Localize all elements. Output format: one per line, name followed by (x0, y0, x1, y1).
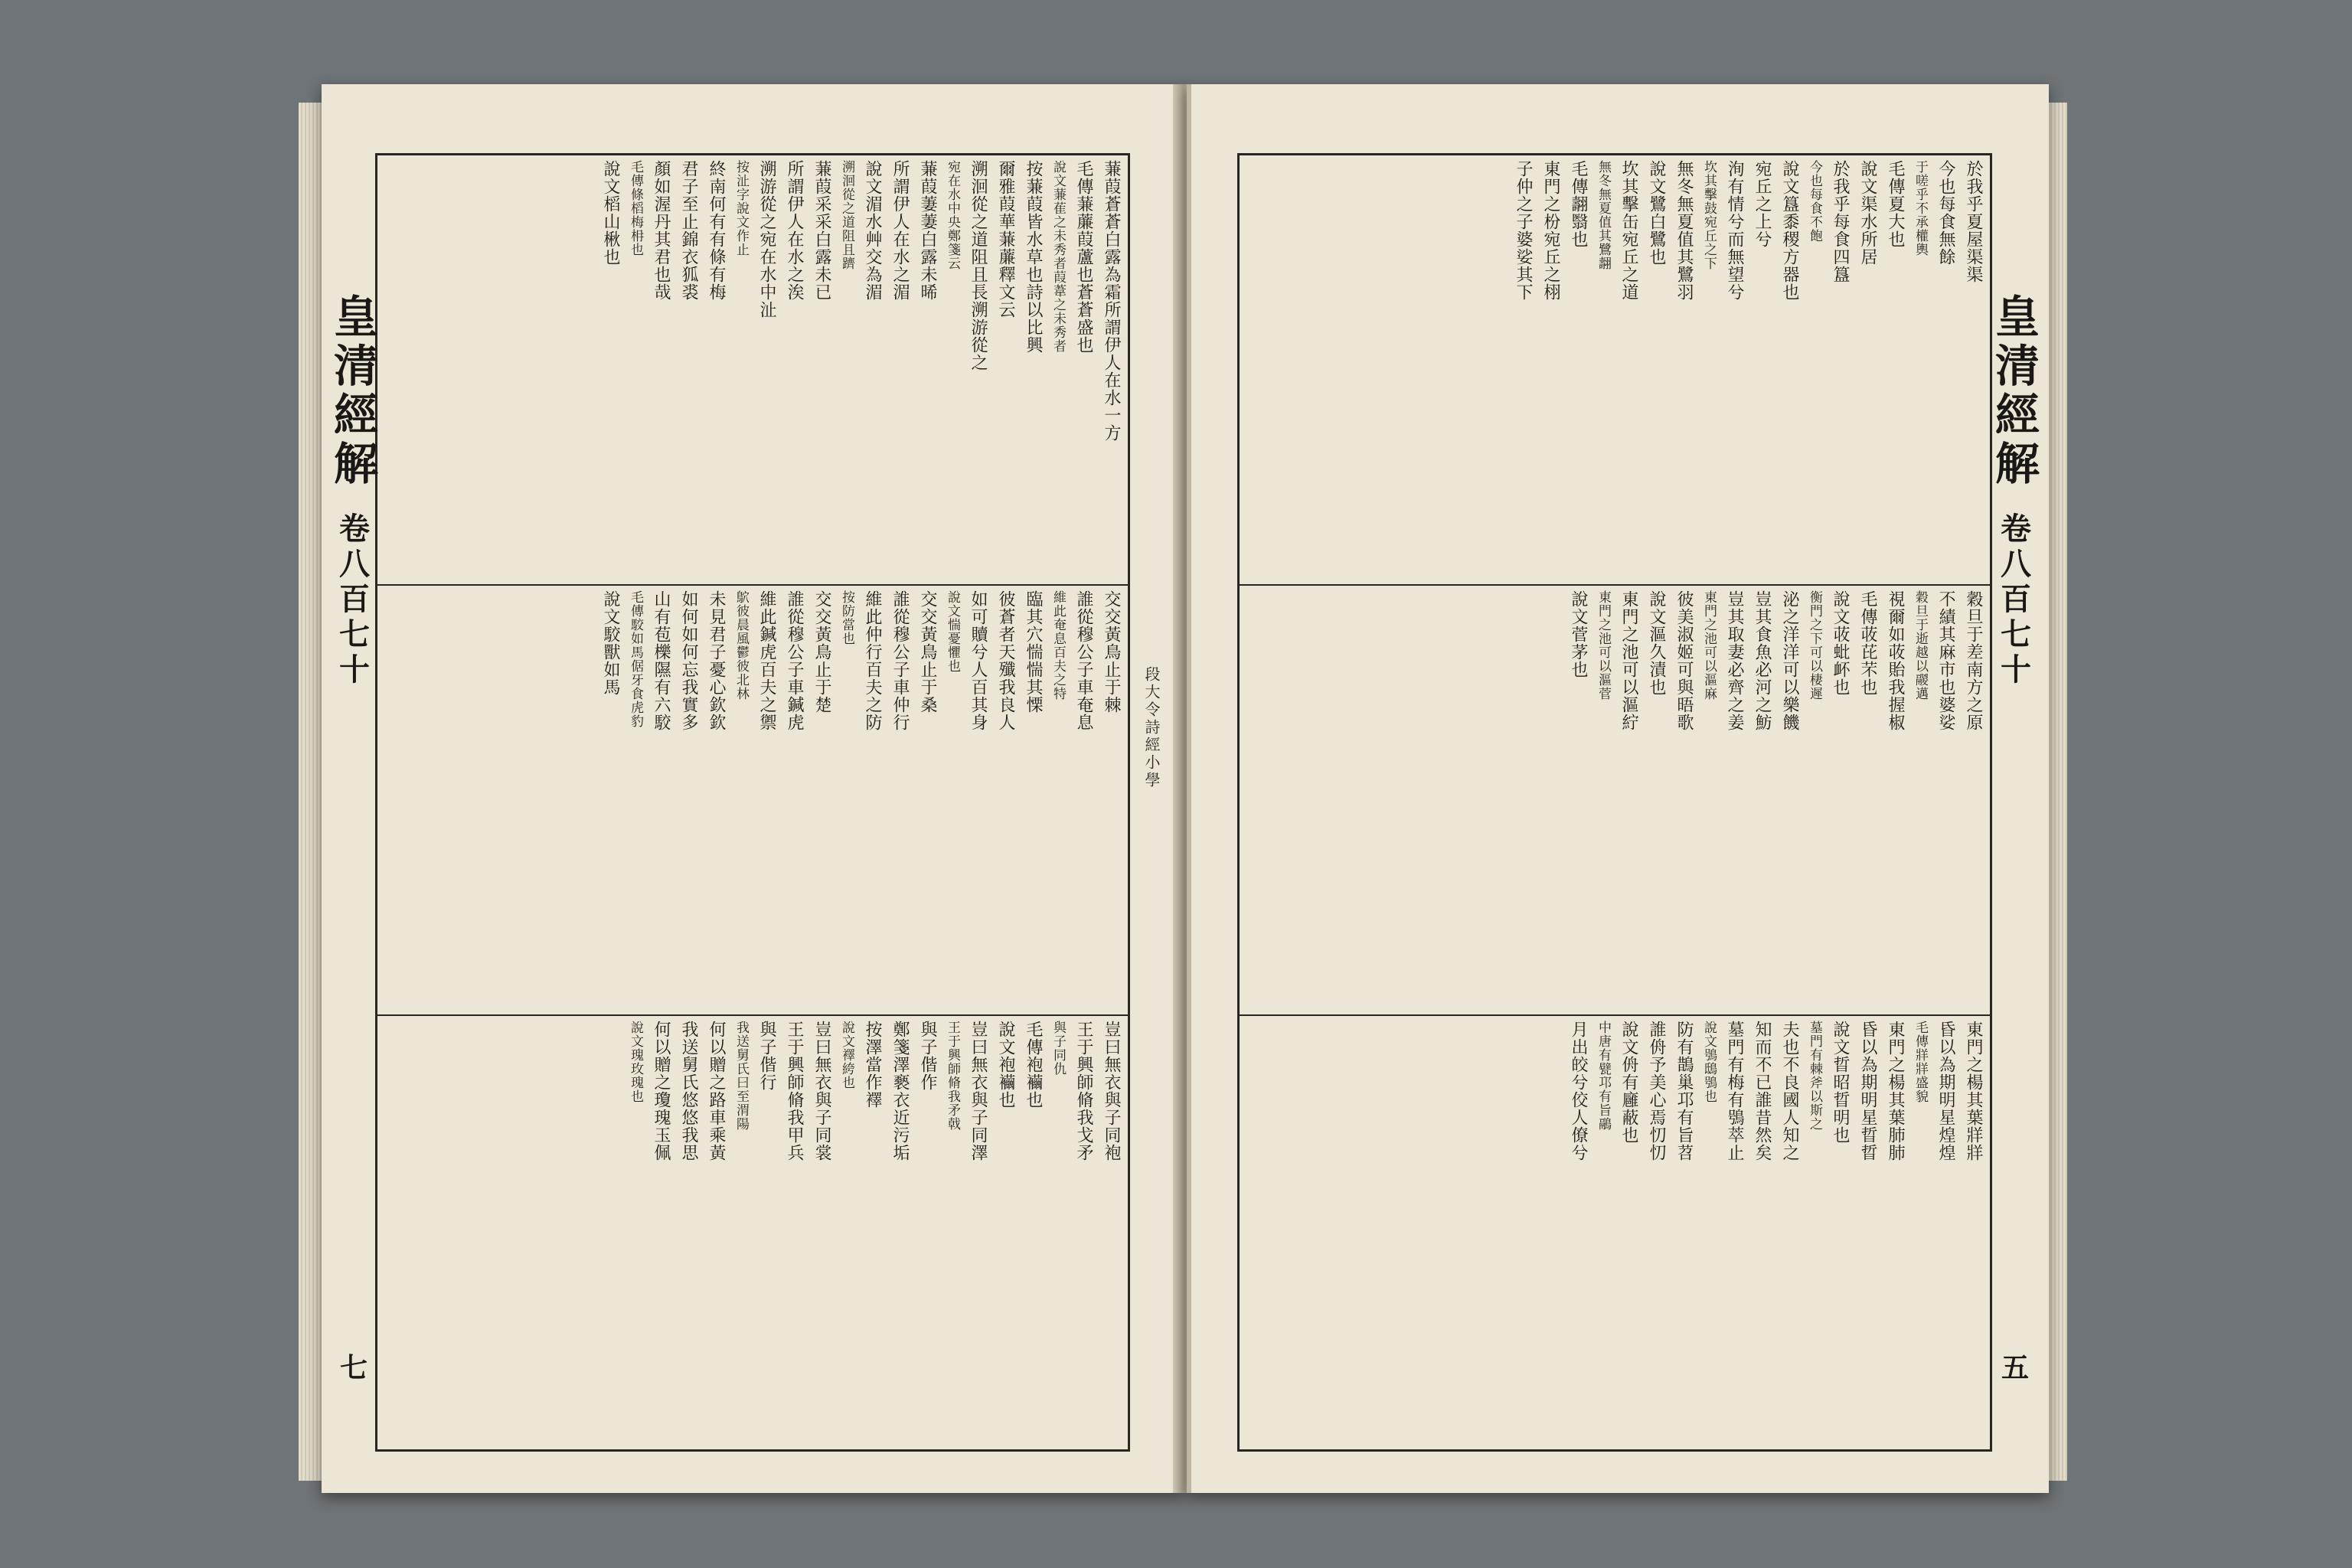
text-column: 王于興師脩我甲兵 (785, 1021, 804, 1161)
text-column: 誰從穆公子車仲行 (890, 590, 910, 731)
text-column: 墓門有棘斧以斯之 (1807, 1021, 1822, 1131)
text-column: 我送舅氏悠悠我思 (679, 1021, 698, 1161)
text-column: 無冬無夏值其鷺羽 (1674, 160, 1694, 301)
text-column: 與子偕作 (918, 1021, 937, 1091)
text-column: 毛傳翿翳也 (1569, 160, 1588, 248)
text-column: 何以贈之瓊瑰玉佩 (652, 1021, 671, 1161)
text-column: 說文蒹萑之未秀者葭葦之未秀者 (1050, 160, 1066, 353)
text-column: 東門之枌宛丘之栩 (1541, 160, 1560, 301)
left-side-note: 段大令詩經小學 (1142, 666, 1161, 789)
text-column: 溯游從之宛在水中沚 (757, 160, 776, 318)
text-column: 毛傳蒹薕葭蘆也蒼蒼盛也 (1074, 160, 1093, 354)
text-column: 東門之池可以漚麻 (1701, 590, 1717, 701)
text-column: 說文簋黍稷方器也 (1780, 160, 1799, 301)
text-column: 與子偕行 (757, 1021, 776, 1091)
text-column: 子仲之子婆娑其下 (1514, 160, 1533, 301)
left-text-frame (326, 153, 1130, 1452)
text-column: 於我乎每食四簋 (1831, 160, 1850, 283)
text-column: 毛傳牂牂盛貌 (1913, 1021, 1928, 1103)
text-column: 防有鵲巢邛有旨苕 (1674, 1021, 1694, 1161)
text-column: 與子同仇 (1050, 1021, 1066, 1076)
text-column: 所謂伊人在水之湄 (890, 160, 910, 301)
left-band-bottom (377, 1016, 1128, 1445)
text-column: 說文侜有廱蔽也 (1619, 1021, 1638, 1144)
text-column: 宛在水中央鄭箋云 (945, 160, 960, 270)
text-column: 豈曰無衣與子同裳 (812, 1021, 831, 1161)
right-book-title: 皇清經解 (1988, 293, 2040, 489)
text-column: 維此仲行百夫之防 (863, 590, 882, 731)
text-column: 東門之池可以漚紵 (1619, 590, 1638, 731)
text-column: 說文袍襺也 (996, 1021, 1015, 1109)
text-column: 說文漚久漬也 (1647, 590, 1666, 696)
text-column: 知而不已誰昔然矣 (1753, 1021, 1772, 1161)
left-folio-number: 七 (335, 1353, 368, 1380)
text-column: 按沚字說文作止 (733, 160, 749, 256)
left-book-title: 皇清經解 (326, 293, 378, 489)
text-column: 說文菅茅也 (1569, 590, 1588, 678)
text-column: 于嗟乎不承權輿 (1913, 160, 1928, 256)
text-column: 宛丘之上兮 (1753, 160, 1772, 248)
text-column: 毛傳荍芘芣也 (1858, 590, 1877, 696)
text-column: 毛傳夏大也 (1886, 160, 1905, 248)
text-column: 彼美淑姬可與晤歌 (1674, 590, 1694, 731)
right-band-top (1240, 155, 1990, 584)
text-column: 說文荍蚍衃也 (1831, 590, 1850, 696)
text-column: 蒹葭萋萋白露未晞 (918, 160, 937, 301)
text-column: 今也每食無餘 (1936, 160, 1955, 266)
text-column: 按防當也 (839, 590, 854, 645)
text-column: 毛傳條槄梅枏也 (628, 160, 643, 256)
text-column: 王于興師脩我戈矛 (1074, 1021, 1093, 1161)
text-column: 交交黃鳥止于楚 (812, 590, 831, 714)
text-column: 說文瑰玫瑰也 (628, 1021, 643, 1103)
right-title-strip (1987, 155, 2040, 1449)
text-column: 鄭箋澤褻衣近污垢 (890, 1021, 910, 1161)
text-column: 誰侜予美心焉忉忉 (1647, 1021, 1666, 1161)
text-column: 說文渠水所居 (1858, 160, 1877, 266)
text-column: 豈其食魚必河之魴 (1753, 590, 1772, 731)
text-column: 蒹葭采采白露未已 (812, 160, 831, 301)
left-band-top (377, 155, 1128, 584)
text-column: 溯洄從之道阻且長溯游從之 (969, 160, 988, 371)
text-column: 豈曰無衣與子同袍 (1102, 1021, 1121, 1161)
text-column: 顏如渥丹其君也哉 (652, 160, 671, 301)
text-column: 坎其擊鼓宛丘之下 (1701, 160, 1717, 270)
text-column: 山有苞櫟隰有六駮 (652, 590, 671, 731)
right-text-frame (1237, 153, 2040, 1452)
open-book (322, 84, 2044, 1524)
left-band-middle (377, 586, 1128, 1014)
text-column: 毛傳袍襺也 (1024, 1021, 1043, 1109)
text-column: 我送舅氏曰至渭陽 (733, 1021, 749, 1131)
text-column: 毛傳駮如馬倨牙食虎豹 (628, 590, 643, 728)
text-column: 說文鴞鴟鴞也 (1701, 1021, 1717, 1103)
text-column: 臨其穴惴惴其慄 (1024, 590, 1043, 714)
text-column: 交交黃鳥止于桑 (918, 590, 937, 714)
text-column: 維此鍼虎百夫之禦 (757, 590, 776, 731)
text-column: 如可贖兮人百其身 (969, 590, 988, 731)
text-column: 維此奄息百夫之特 (1050, 590, 1066, 701)
text-column: 穀旦于逝越以鬷邁 (1913, 590, 1928, 701)
text-column: 爾雅葭華蒹薕釋文云 (996, 160, 1015, 318)
text-column: 說文槄山楸也 (601, 160, 620, 266)
left-page (322, 84, 1184, 1493)
text-column: 不績其麻市也婆娑 (1936, 590, 1955, 731)
right-folio-number: 五 (1997, 1353, 2030, 1380)
text-column: 說文惴憂懼也 (945, 590, 960, 673)
text-column: 夫也不良國人知之 (1780, 1021, 1799, 1161)
text-column: 東門之楊其葉牂牂 (1964, 1021, 1983, 1161)
text-column: 墓門有梅有鴞萃止 (1725, 1021, 1744, 1161)
text-column: 說文襗絝也 (839, 1021, 854, 1089)
left-title-strip (325, 155, 379, 1449)
text-column: 昏以為期明星煌煌 (1936, 1021, 1955, 1161)
text-column: 終南何有有條有梅 (707, 160, 726, 301)
text-column: 說文湄水艸交為湄 (863, 160, 882, 301)
text-column: 蒹葭蒼蒼白露為霜所謂伊人在水一方 (1102, 160, 1121, 442)
text-column: 未見君子憂心欽欽 (707, 590, 726, 731)
left-volume-label: 卷八百七十 (334, 512, 371, 688)
text-column: 昏以為期明星晢晢 (1858, 1021, 1877, 1161)
text-column: 鴥彼晨風鬱彼北林 (733, 590, 749, 701)
text-column: 穀旦于差南方之原 (1964, 590, 1983, 731)
text-column: 君子至止錦衣狐裘 (679, 160, 698, 301)
text-column: 誰從穆公子車鍼虎 (785, 590, 804, 731)
text-column: 溯洄從之道阻且躋 (839, 160, 854, 270)
text-column: 按澤當作襗 (863, 1021, 882, 1109)
text-column: 說文晢昭晢明也 (1831, 1021, 1850, 1144)
text-column: 坎其擊缶宛丘之道 (1619, 160, 1638, 301)
text-column: 於我乎夏屋渠渠 (1964, 160, 1983, 283)
text-column: 東門之池可以漚菅 (1596, 590, 1611, 701)
text-column: 無冬無夏值其鷺翿 (1596, 160, 1611, 270)
text-column: 中唐有甓邛有旨鷊 (1596, 1021, 1611, 1131)
text-column: 洵有情兮而無望兮 (1725, 160, 1744, 301)
text-column: 月出皎兮佼人僚兮 (1569, 1021, 1588, 1161)
text-column: 豈曰無衣與子同澤 (969, 1021, 988, 1161)
text-column: 今也每食不飽 (1807, 160, 1822, 243)
text-column: 視爾如荍貽我握椒 (1886, 590, 1905, 731)
right-band-bottom (1240, 1016, 1990, 1445)
text-column: 說文駮獸如馬 (601, 590, 620, 696)
text-column: 衡門之下可以棲遲 (1807, 590, 1822, 701)
text-column: 東門之楊其葉肺肺 (1886, 1021, 1905, 1161)
right-band-middle (1240, 586, 1990, 1014)
text-column: 何以贈之路車乘黃 (707, 1021, 726, 1161)
text-column: 交交黃鳥止于棘 (1102, 590, 1121, 714)
text-column: 豈其取妻必齊之姜 (1725, 590, 1744, 731)
text-column: 如何如何忘我實多 (679, 590, 698, 731)
right-volume-label: 卷八百七十 (1995, 512, 2032, 688)
text-column: 所謂伊人在水之涘 (785, 160, 804, 301)
text-column: 泌之洋洋可以樂饑 (1780, 590, 1799, 731)
text-column: 王于興師脩我矛戟 (945, 1021, 960, 1131)
text-column: 彼蒼者天殲我良人 (996, 590, 1015, 731)
text-column: 說文鷺白鷺也 (1647, 160, 1666, 266)
right-page (1187, 84, 2049, 1493)
text-column: 按蒹葭皆水草也詩以比興 (1024, 160, 1043, 354)
text-column: 誰從穆公子車奄息 (1074, 590, 1093, 731)
